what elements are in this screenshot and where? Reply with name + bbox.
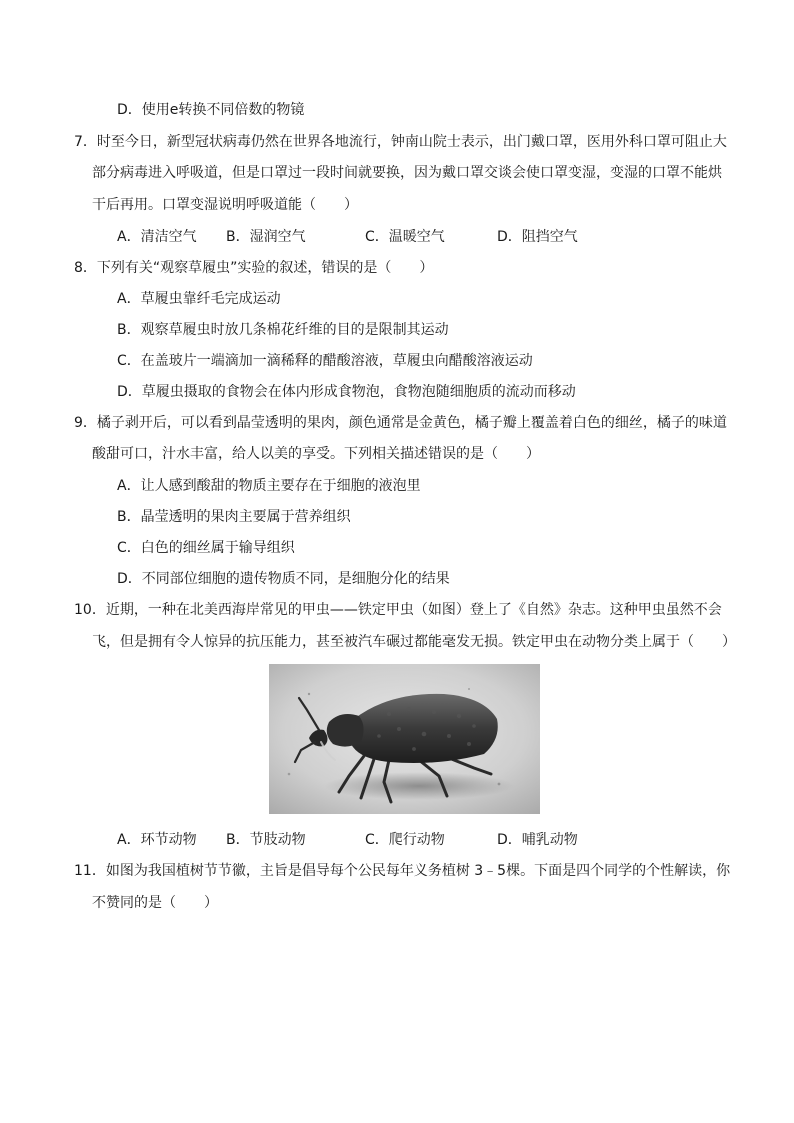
q9-option-d: D．不同部位细胞的遗传物质不同，是细胞分化的结果 <box>117 571 450 587</box>
q8-option-c: C．在盖玻片一端滴加一滴稀释的醋酸溶液，草履虫向醋酸溶液运动 <box>117 353 533 369</box>
q11-stem-line-1: 11．如图为我国植树节节徽，主旨是倡导每个公民每年义务植树 3﹣5棵。下面是四个同学的个性解读，你 <box>74 863 731 879</box>
q9-stem-line-1: 9．橘子剥开后，可以看到晶莹透明的果肉，颜色通常是金黄色，橘子瓣上覆盖着白色的细丝，橘子的味道 <box>74 415 727 431</box>
q10-stem-line-2: 飞，但是拥有令人惊异的抗压能力，甚至被汽车碾过都能毫发无损。铁定甲虫在动物分类上属于（ ） <box>92 634 736 650</box>
q7-option-a: A．清洁空气 <box>117 229 197 245</box>
q9-option-c: C．白色的细丝属于输导组织 <box>117 540 295 556</box>
q8-stem: 8．下列有关“观察草履虫”实验的叙述，错误的是（ ） <box>74 260 434 276</box>
q7-option-c: C．温暖空气 <box>365 229 445 245</box>
q7-stem-line-3: 干后再用。口罩变湿说明呼吸道能（ ） <box>92 197 358 213</box>
q11-stem-line-2: 不赞同的是（ ） <box>92 895 218 911</box>
q10-option-d: D．哺乳动物 <box>497 832 578 848</box>
q8-option-b: B．观察草履虫时放几条棉花纤维的目的是限制其运动 <box>117 322 449 338</box>
q9-option-b: B．晶莹透明的果肉主要属于营养组织 <box>117 509 351 525</box>
q8-option-a: A．草履虫靠纤毛完成运动 <box>117 291 281 307</box>
q7-stem-line-1: 7．时至今日，新型冠状病毒仍然在世界各地流行，钟南山院士表示，出门戴口罩，医用外科口罩可阻止大 <box>74 134 727 150</box>
q6-option-d: D．使用e转换不同倍数的物镜 <box>117 102 305 118</box>
q10-option-a: A．环节动物 <box>117 832 197 848</box>
q9-stem-line-2: 酸甜可口，汁水丰富，给人以美的享受。下列相关描述错误的是（ ） <box>92 446 540 462</box>
q7-stem-line-2: 部分病毒进入呼吸道，但是口罩过一段时间就要换，因为戴口罩交谈会使口罩变湿，变湿的口罩不能烘 <box>92 165 722 181</box>
beetle-photo <box>269 664 540 814</box>
q10-option-b: B．节肢动物 <box>226 832 306 848</box>
q8-option-d: D．草履虫摄取的食物会在体内形成食物泡，食物泡随细胞质的流动而移动 <box>117 384 576 400</box>
q10-option-c: C．爬行动物 <box>365 832 445 848</box>
q10-stem-line-1: 10．近期，一种在北美西海岸常见的甲虫——铁定甲虫（如图）登上了《自然》杂志。这种甲虫虽然不会 <box>74 602 722 618</box>
q7-option-d: D．阻挡空气 <box>497 229 578 245</box>
q7-option-b: B．湿润空气 <box>226 229 306 245</box>
q9-option-a: A．让人感到酸甜的物质主要存在于细胞的液泡里 <box>117 478 421 494</box>
